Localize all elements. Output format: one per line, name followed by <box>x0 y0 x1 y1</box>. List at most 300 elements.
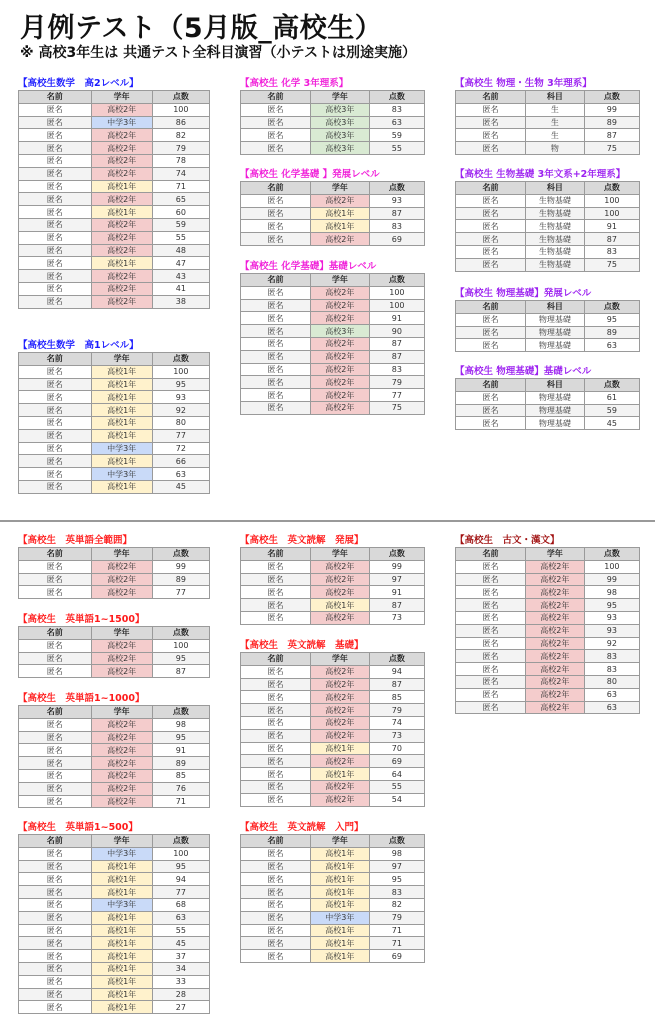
student-name-cell: 匿名 <box>19 782 92 795</box>
table-row <box>241 755 425 768</box>
table-row <box>241 768 425 781</box>
student-name-cell: 匿名 <box>241 780 311 793</box>
score-cell: 93 <box>369 194 424 207</box>
score-cell: 94 <box>369 665 424 678</box>
score-cell: 71 <box>152 795 209 808</box>
student-name-cell: 匿名 <box>19 1001 92 1014</box>
student-name-cell: 匿名 <box>456 220 526 233</box>
score-cell: 95 <box>584 313 639 326</box>
table-row <box>241 793 425 806</box>
grade-cell: 高校2年 <box>525 675 584 688</box>
student-name-cell: 匿名 <box>19 639 92 652</box>
score-cell: 80 <box>152 416 209 429</box>
grade-cell: 高校1年 <box>91 975 152 988</box>
table-row <box>241 299 425 312</box>
column-header: 科目 <box>525 91 584 104</box>
grade-cell: 高校1年 <box>310 924 369 937</box>
grade-cell: 高校1年 <box>91 950 152 963</box>
student-name-cell: 匿名 <box>456 637 526 650</box>
table-row <box>456 207 640 220</box>
score-table <box>240 547 425 625</box>
score-cell: 77 <box>152 586 209 599</box>
grade-cell: 高校2年 <box>525 637 584 650</box>
column-header: 点数 <box>152 835 209 848</box>
student-name-cell: 匿名 <box>241 886 311 899</box>
student-name-cell: 匿名 <box>456 116 526 129</box>
student-name-cell: 匿名 <box>456 701 526 714</box>
column-header: 名前 <box>456 91 526 104</box>
table-row <box>19 560 210 573</box>
table-row <box>241 847 425 860</box>
table-row <box>241 937 425 950</box>
table-row <box>19 257 210 270</box>
column-header: 点数 <box>152 627 209 640</box>
score-cell: 95 <box>152 731 209 744</box>
score-cell: 95 <box>152 652 209 665</box>
score-table-section <box>240 534 425 625</box>
student-name-cell: 匿名 <box>19 429 92 442</box>
score-cell: 37 <box>152 950 209 963</box>
grade-cell: 高校1年 <box>310 873 369 886</box>
table-row <box>19 116 210 129</box>
student-name-cell: 匿名 <box>241 207 311 220</box>
table-row <box>456 103 640 116</box>
student-name-cell: 匿名 <box>19 468 92 481</box>
student-name-cell: 匿名 <box>19 573 92 586</box>
student-name-cell: 匿名 <box>19 962 92 975</box>
score-table-section <box>18 339 210 494</box>
grade-cell: 高校1年 <box>91 429 152 442</box>
table-row <box>456 220 640 233</box>
column-header: 科目 <box>525 379 584 392</box>
table-row <box>19 404 210 417</box>
grade-cell: 高校2年 <box>310 194 369 207</box>
table-header-row <box>241 835 425 848</box>
student-name-cell: 匿名 <box>19 231 92 244</box>
grade-cell: 高校1年 <box>91 1001 152 1014</box>
table-title: 【高校生 英単語全範囲】 <box>18 535 133 546</box>
score-cell: 98 <box>369 847 424 860</box>
grade-cell: 高校2年 <box>91 586 152 599</box>
table-row <box>241 389 425 402</box>
score-cell: 100 <box>152 639 209 652</box>
grade-cell: 高校1年 <box>91 962 152 975</box>
student-name-cell: 匿名 <box>19 282 92 295</box>
score-cell: 74 <box>152 167 209 180</box>
table-title: 【高校生 英文読解 発展】 <box>240 535 364 546</box>
student-name-cell: 匿名 <box>19 442 92 455</box>
score-table-section <box>18 692 210 808</box>
score-cell: 87 <box>369 350 424 363</box>
student-name-cell: 匿名 <box>241 678 311 691</box>
grade-cell: 高校2年 <box>91 129 152 142</box>
table-row <box>19 167 210 180</box>
subject-cell: 生 <box>525 103 584 116</box>
column-header: 名前 <box>19 91 92 104</box>
grade-cell: 中学3年 <box>91 847 152 860</box>
grade-cell: 高校2年 <box>310 573 369 586</box>
table-row <box>241 220 425 233</box>
score-cell: 91 <box>152 744 209 757</box>
grade-cell: 高校1年 <box>91 924 152 937</box>
score-cell: 94 <box>152 873 209 886</box>
grade-cell: 高校2年 <box>310 665 369 678</box>
student-name-cell: 匿名 <box>456 599 526 612</box>
score-cell: 82 <box>152 129 209 142</box>
score-cell: 77 <box>152 429 209 442</box>
score-cell: 79 <box>369 911 424 924</box>
table-row <box>456 586 640 599</box>
table-row <box>241 924 425 937</box>
student-name-cell: 匿名 <box>241 599 311 612</box>
table-row <box>241 716 425 729</box>
student-name-cell: 匿名 <box>19 873 92 886</box>
table-row <box>19 795 210 808</box>
student-name-cell: 匿名 <box>241 194 311 207</box>
grade-cell: 高校1年 <box>91 206 152 219</box>
table-row <box>19 218 210 231</box>
table-row <box>19 718 210 731</box>
student-name-cell: 匿名 <box>241 142 311 155</box>
score-table-section <box>18 534 210 599</box>
score-table-section <box>240 77 425 155</box>
table-row <box>19 391 210 404</box>
subject-cell: 物理基礎 <box>525 313 584 326</box>
table-title: 【高校生 英単語1~1500】 <box>18 614 145 625</box>
column-header: 学年 <box>91 706 152 719</box>
score-cell: 79 <box>152 142 209 155</box>
table-row <box>19 573 210 586</box>
table-row <box>456 116 640 129</box>
score-cell: 93 <box>584 624 639 637</box>
table-row <box>19 639 210 652</box>
score-cell: 72 <box>152 442 209 455</box>
student-name-cell: 匿名 <box>241 704 311 717</box>
score-cell: 73 <box>369 611 424 624</box>
table-row <box>19 911 210 924</box>
score-cell: 82 <box>369 898 424 911</box>
grade-cell: 高校1年 <box>91 365 152 378</box>
score-table-section <box>240 260 425 415</box>
table-row <box>241 950 425 963</box>
student-name-cell: 匿名 <box>19 988 92 1001</box>
student-name-cell: 匿名 <box>241 103 311 116</box>
grade-cell: 高校1年 <box>91 480 152 493</box>
table-title: 【高校生 化学基礎】基礎レベル <box>240 261 377 272</box>
grade-cell: 高校1年 <box>91 988 152 1001</box>
grade-cell: 高校2年 <box>91 795 152 808</box>
grade-cell: 高校1年 <box>310 207 369 220</box>
table-row <box>456 675 640 688</box>
score-cell: 98 <box>152 718 209 731</box>
table-row <box>456 701 640 714</box>
score-table <box>18 626 210 678</box>
score-cell: 79 <box>369 376 424 389</box>
grade-cell: 高校2年 <box>91 282 152 295</box>
table-row <box>19 988 210 1001</box>
column-header: 名前 <box>19 548 92 561</box>
table-row <box>456 258 640 271</box>
student-name-cell: 匿名 <box>19 950 92 963</box>
student-name-cell: 匿名 <box>19 244 92 257</box>
table-row <box>456 404 640 417</box>
score-cell: 100 <box>369 299 424 312</box>
student-name-cell: 匿名 <box>19 378 92 391</box>
grade-cell: 高校2年 <box>91 718 152 731</box>
student-name-cell: 匿名 <box>241 573 311 586</box>
score-cell: 97 <box>369 573 424 586</box>
column-header: 点数 <box>584 379 639 392</box>
subject-cell: 生物基礎 <box>525 258 584 271</box>
table-row <box>19 924 210 937</box>
score-cell: 55 <box>369 142 424 155</box>
score-cell: 78 <box>152 154 209 167</box>
student-name-cell: 匿名 <box>19 116 92 129</box>
table-row <box>241 286 425 299</box>
score-table-section <box>455 534 640 714</box>
student-name-cell: 匿名 <box>456 675 526 688</box>
subject-cell: 物 <box>525 142 584 155</box>
score-cell: 83 <box>584 245 639 258</box>
student-name-cell: 匿名 <box>19 937 92 950</box>
table-header-row <box>241 653 425 666</box>
student-name-cell: 匿名 <box>241 691 311 704</box>
table-row <box>241 742 425 755</box>
table-row <box>19 757 210 770</box>
score-cell: 77 <box>152 886 209 899</box>
grade-cell: 高校1年 <box>310 220 369 233</box>
student-name-cell: 匿名 <box>241 860 311 873</box>
table-row <box>19 873 210 886</box>
score-cell: 91 <box>369 312 424 325</box>
score-cell: 34 <box>152 962 209 975</box>
table-row <box>19 937 210 950</box>
column-header: 点数 <box>152 706 209 719</box>
grade-cell: 高校2年 <box>525 663 584 676</box>
page-subtitle: ※ 高校3年生は 共通テスト全科目演習（小テストは別途実施） <box>20 45 416 61</box>
score-table-section <box>18 821 210 1014</box>
table-row <box>241 780 425 793</box>
column-header: 学年 <box>91 353 152 366</box>
column-header: 点数 <box>584 91 639 104</box>
column-header: 名前 <box>19 835 92 848</box>
student-name-cell: 匿名 <box>456 339 526 352</box>
student-name-cell: 匿名 <box>241 363 311 376</box>
grade-cell: 高校3年 <box>310 325 369 338</box>
score-cell: 55 <box>152 924 209 937</box>
score-cell: 87 <box>369 207 424 220</box>
column-header: 点数 <box>152 548 209 561</box>
grade-cell: 高校2年 <box>525 688 584 701</box>
table-row <box>241 704 425 717</box>
table-row <box>19 231 210 244</box>
table-row <box>241 207 425 220</box>
grade-cell: 高校1年 <box>91 404 152 417</box>
score-cell: 76 <box>152 782 209 795</box>
column-header: 学年 <box>91 91 152 104</box>
student-name-cell: 匿名 <box>241 233 311 246</box>
student-name-cell: 匿名 <box>19 404 92 417</box>
score-cell: 45 <box>152 937 209 950</box>
student-name-cell: 匿名 <box>241 350 311 363</box>
score-cell: 87 <box>584 233 639 246</box>
score-cell: 73 <box>369 729 424 742</box>
score-cell: 93 <box>584 611 639 624</box>
student-name-cell: 匿名 <box>456 650 526 663</box>
student-name-cell: 匿名 <box>19 924 92 937</box>
score-cell: 100 <box>369 286 424 299</box>
table-header-row <box>456 379 640 392</box>
student-name-cell: 匿名 <box>456 560 526 573</box>
table-header-row <box>19 91 210 104</box>
page-title: 月例テスト（5月版_高校生） <box>20 13 383 44</box>
table-row <box>241 573 425 586</box>
grade-cell: 高校2年 <box>525 650 584 663</box>
table-row <box>19 468 210 481</box>
student-name-cell: 匿名 <box>456 129 526 142</box>
student-name-cell: 匿名 <box>456 688 526 701</box>
column-header: 科目 <box>525 301 584 314</box>
table-row <box>241 142 425 155</box>
student-name-cell: 匿名 <box>19 769 92 782</box>
column-header: 学年 <box>310 91 369 104</box>
table-row <box>19 154 210 167</box>
table-row <box>456 142 640 155</box>
table-row <box>456 391 640 404</box>
score-cell: 75 <box>584 258 639 271</box>
table-header-row <box>241 91 425 104</box>
student-name-cell: 匿名 <box>19 154 92 167</box>
table-row <box>241 312 425 325</box>
score-cell: 65 <box>152 193 209 206</box>
score-cell: 95 <box>152 860 209 873</box>
score-cell: 61 <box>584 391 639 404</box>
table-row <box>19 129 210 142</box>
score-cell: 68 <box>152 898 209 911</box>
score-table <box>240 652 425 807</box>
student-name-cell: 匿名 <box>241 611 311 624</box>
table-row <box>19 962 210 975</box>
grade-cell: 高校2年 <box>91 270 152 283</box>
grade-cell: 高校2年 <box>91 167 152 180</box>
table-title: 【高校生 物理基礎】発展レベル <box>455 288 592 299</box>
score-cell: 71 <box>152 180 209 193</box>
table-row <box>19 180 210 193</box>
table-row <box>19 731 210 744</box>
subject-cell: 生物基礎 <box>525 220 584 233</box>
grade-cell: 高校1年 <box>310 860 369 873</box>
subject-cell: 物理基礎 <box>525 339 584 352</box>
score-cell: 41 <box>152 282 209 295</box>
student-name-cell: 匿名 <box>456 586 526 599</box>
score-table-section <box>18 613 210 678</box>
table-row <box>241 911 425 924</box>
grade-cell: 高校3年 <box>310 142 369 155</box>
subject-cell: 生物基礎 <box>525 207 584 220</box>
score-cell: 92 <box>152 404 209 417</box>
score-cell: 33 <box>152 975 209 988</box>
grade-cell: 高校1年 <box>91 416 152 429</box>
grade-cell: 高校2年 <box>310 729 369 742</box>
table-row <box>19 652 210 665</box>
student-name-cell: 匿名 <box>19 560 92 573</box>
grade-cell: 高校2年 <box>525 560 584 573</box>
grade-cell: 高校3年 <box>310 129 369 142</box>
table-row <box>19 975 210 988</box>
subject-cell: 物理基礎 <box>525 391 584 404</box>
table-header-row <box>241 182 425 195</box>
score-cell: 91 <box>584 220 639 233</box>
grade-cell: 高校2年 <box>91 218 152 231</box>
score-cell: 69 <box>369 950 424 963</box>
student-name-cell: 匿名 <box>19 206 92 219</box>
section-divider <box>0 520 655 522</box>
score-cell: 63 <box>584 688 639 701</box>
table-row <box>241 560 425 573</box>
column-header: 名前 <box>241 653 311 666</box>
student-name-cell: 匿名 <box>19 757 92 770</box>
grade-cell: 高校2年 <box>310 286 369 299</box>
score-cell: 100 <box>152 365 209 378</box>
grade-cell: 高校2年 <box>91 769 152 782</box>
table-title: 【高校生 生物基礎 3年文系+2年理系】 <box>455 169 626 180</box>
table-row <box>241 103 425 116</box>
grade-cell: 高校1年 <box>91 937 152 950</box>
table-title: 【高校生 古文・漢文】 <box>455 535 560 546</box>
column-header: 学年 <box>310 548 369 561</box>
score-cell: 91 <box>369 586 424 599</box>
score-cell: 38 <box>152 295 209 308</box>
column-header: 名前 <box>241 274 311 287</box>
student-name-cell: 匿名 <box>241 665 311 678</box>
grade-cell: 高校1年 <box>310 599 369 612</box>
score-cell: 99 <box>584 573 639 586</box>
student-name-cell: 匿名 <box>456 404 526 417</box>
table-row <box>456 326 640 339</box>
grade-cell: 中学3年 <box>91 898 152 911</box>
grade-cell: 高校2年 <box>310 716 369 729</box>
student-name-cell: 匿名 <box>456 391 526 404</box>
grade-cell: 高校1年 <box>310 950 369 963</box>
column-header: 点数 <box>369 274 424 287</box>
table-row <box>19 244 210 257</box>
grade-cell: 高校2年 <box>91 639 152 652</box>
table-header-row <box>19 835 210 848</box>
score-cell: 100 <box>584 560 639 573</box>
table-row <box>241 376 425 389</box>
grade-cell: 高校2年 <box>525 573 584 586</box>
student-name-cell: 匿名 <box>241 116 311 129</box>
score-cell: 83 <box>369 886 424 899</box>
score-cell: 54 <box>369 793 424 806</box>
score-cell: 55 <box>369 780 424 793</box>
score-cell: 100 <box>584 207 639 220</box>
column-header: 学年 <box>91 627 152 640</box>
table-row <box>19 295 210 308</box>
grade-cell: 高校2年 <box>310 389 369 402</box>
table-header-row <box>241 548 425 561</box>
column-header: 点数 <box>584 548 639 561</box>
grade-cell: 高校2年 <box>91 142 152 155</box>
grade-cell: 高校2年 <box>91 154 152 167</box>
student-name-cell: 匿名 <box>241 337 311 350</box>
table-title: 【高校生 英文読解 基礎】 <box>240 640 364 651</box>
column-header: 名前 <box>241 91 311 104</box>
student-name-cell: 匿名 <box>19 193 92 206</box>
subject-cell: 生物基礎 <box>525 245 584 258</box>
table-row <box>456 560 640 573</box>
table-title: 【高校生 英文読解 入門】 <box>240 822 364 833</box>
